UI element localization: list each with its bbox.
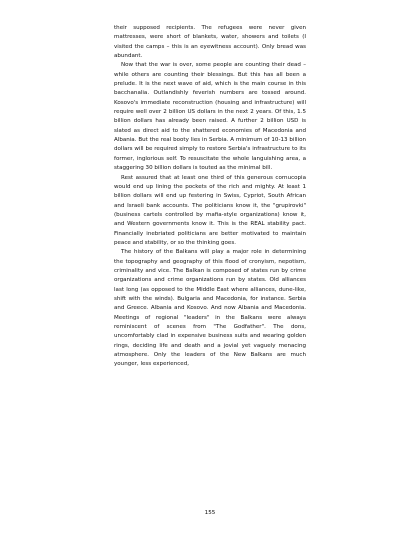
paragraph-balkan-history: The history of the Balkans will play a major role in determining the topography and geography of this flood of cronyism, nepotism, criminality and vice. The Balkan is composed of states run by crime organizations and crime organizations run by states. Old alliances last long (as opposed to the Middle East where alliances, dune-like, shift with the winds). Bulgaria and Macedonia, for instance. Serbia and Greece. Albania and Kosovo. And now Albania and Macedonia. Meetings of regional "leaders" in the Balkans were always reminiscent of scenes from "The Godfather". The dons, uncomfortably clad in expensive business suits and wearing golden rings, deciding life and death and a jovial yet vaguely menacing atmosphere. Only the leaders of the New Balkans are much younger, less experienced, <box>114 249 306 368</box>
paragraph-war-is-over: Now that the war is over, some people are counting their dead – while others are counting their blessings. But this has all been a prelude. It is the next wave of aid, which is the main course in this bacchanalia. Outlandishly feverish numbers are tossed around. Kosovo's immediate reconstruction (housing and infrastructure) will require well over 2 billion US dollars in the next 2 years. Of this, 1.5 billion dollars has already been raised. A further 2 billion USD is slated as direct aid to the shattered economies of Macedonia and Albania. But the real booty lies in Serbia. A minimum of 10-13 billion dollars will be required simply to restore Serbia's infrastructure to its former, inglorious self. To resuscitate the whole languishing area, a staggering 30 billion dollars is touted as the minimal bill. <box>114 62 306 172</box>
paragraph-refugees-continuation: their supposed recipients. The refugees were never given mattresses, were short of blankets, water, showers and toilets (I visited the camps – this is an eyewitness account). Only bread was abundant. <box>114 25 306 60</box>
page-number: 155 <box>204 510 216 516</box>
page-text-block <box>114 24 306 370</box>
paragraph-cornucopia: Rest assured that at least one third of this generous cornucopia would end up lining the pockets of the rich and mighty. At least 1 billion dollars will end up festering in Swiss, Cypriot, South African and Israeli bank accounts. The politicians know it, the "grupirovki" (business cartels controlled by mafia-style organizations) know it, and Western governments know it. This is the REAL stability pact. Financially inebriated politicians are better motivated to maintain peace and stability, or so the thinking goes. <box>114 174 306 246</box>
